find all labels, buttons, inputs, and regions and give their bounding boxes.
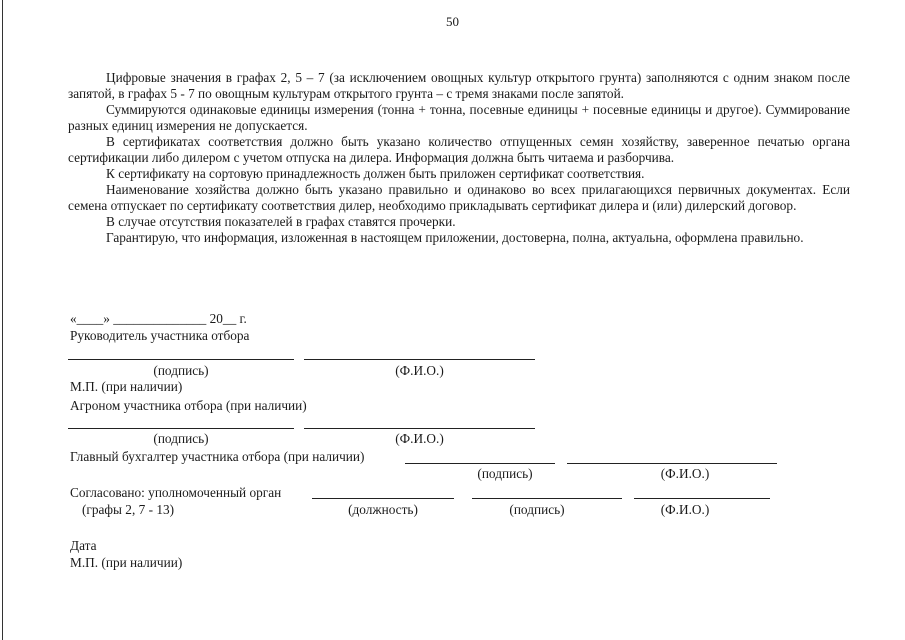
head-label: Руководитель участника отбора [70,328,250,343]
final-stamp-label: М.П. (при наличии) [70,555,183,570]
approved-position-line [312,498,454,499]
accountant-label: Главный бухгалтер участника отбора (при наличии) [70,449,365,464]
paragraph-dashes: В случае отсутствия показателей в графах ставятся прочерки. [106,214,456,229]
head-fio-caption: (Ф.И.О.) [395,363,444,378]
date-line: «____» ______________ 20__ г. [70,311,247,326]
approved-fio-caption: (Ф.И.О.) [660,502,710,517]
paragraph-certificates: В сертификатах соответствия должно быть указано количество отпущенных семян хозяйству, заверенное печатью органа сертификации либо дилером с учетом отпуска на дилера. Информация должна быть читаема и разборчива. [68,134,850,165]
accountant-signature-line [405,463,555,464]
page-border [2,0,3,640]
approved-fio-line [634,498,770,499]
agronomist-fio-caption: (Ф.И.О.) [395,431,444,446]
paragraph-digital-values: Цифровые значения в графах 2, 5 – 7 (за исключением овощных культур открытого грунта) заполняются с одним знаком после запятой, в графах 5 - 7 по овощным культурам открытого грунта – с тремя знаками после запятой. [68,70,850,101]
paragraph-variety-certificate: К сертификату на сортовую принадлежность должен быть приложен сертификат соответствия. [106,166,645,181]
stamp-label: М.П. (при наличии) [70,379,183,394]
columns-label: (графы 2, 7 - 13) [82,502,175,517]
body-text [68,70,850,246]
head-signature-line [68,359,294,360]
agronomist-sign-caption: (подпись) [153,431,209,446]
date-label: Дата [70,538,97,553]
paragraph-guarantee: Гарантирую, что информация, изложенная в настоящем приложении, достоверна, полна, актуальна, оформлена правильно. [106,230,804,245]
accountant-sign-caption: (подпись) [477,466,533,481]
page-number: 50 [446,14,459,29]
head-fio-line [304,359,535,360]
paragraph-units-summation: Суммируются одинаковые единицы измерения (тонна + тонна, посевные единицы + посевные единицы и другое). Суммирование разных единиц измерения не допускается. [68,102,850,133]
paragraph-farm-name: Наименование хозяйства должно быть указано правильно и одинаково во всех прилагающихся первичных документах. Если семена отпускает по сертификату соответствия дилер, необходимо прикладывать сертификат дилера и (или) дилерский договор. [68,182,850,213]
agronomist-fio-line [304,428,535,429]
agronomist-label: Агроном участника отбора (при наличии) [70,398,307,413]
agronomist-signature-line [68,428,294,429]
approved-sign-caption: (подпись) [509,502,565,517]
head-sign-caption: (подпись) [153,363,209,378]
approved-label: Согласовано: уполномоченный орган [70,485,282,500]
approved-position-caption: (должность) [348,502,418,517]
accountant-fio-caption: (Ф.И.О.) [660,466,710,481]
approved-signature-line [472,498,622,499]
accountant-fio-line [567,463,777,464]
